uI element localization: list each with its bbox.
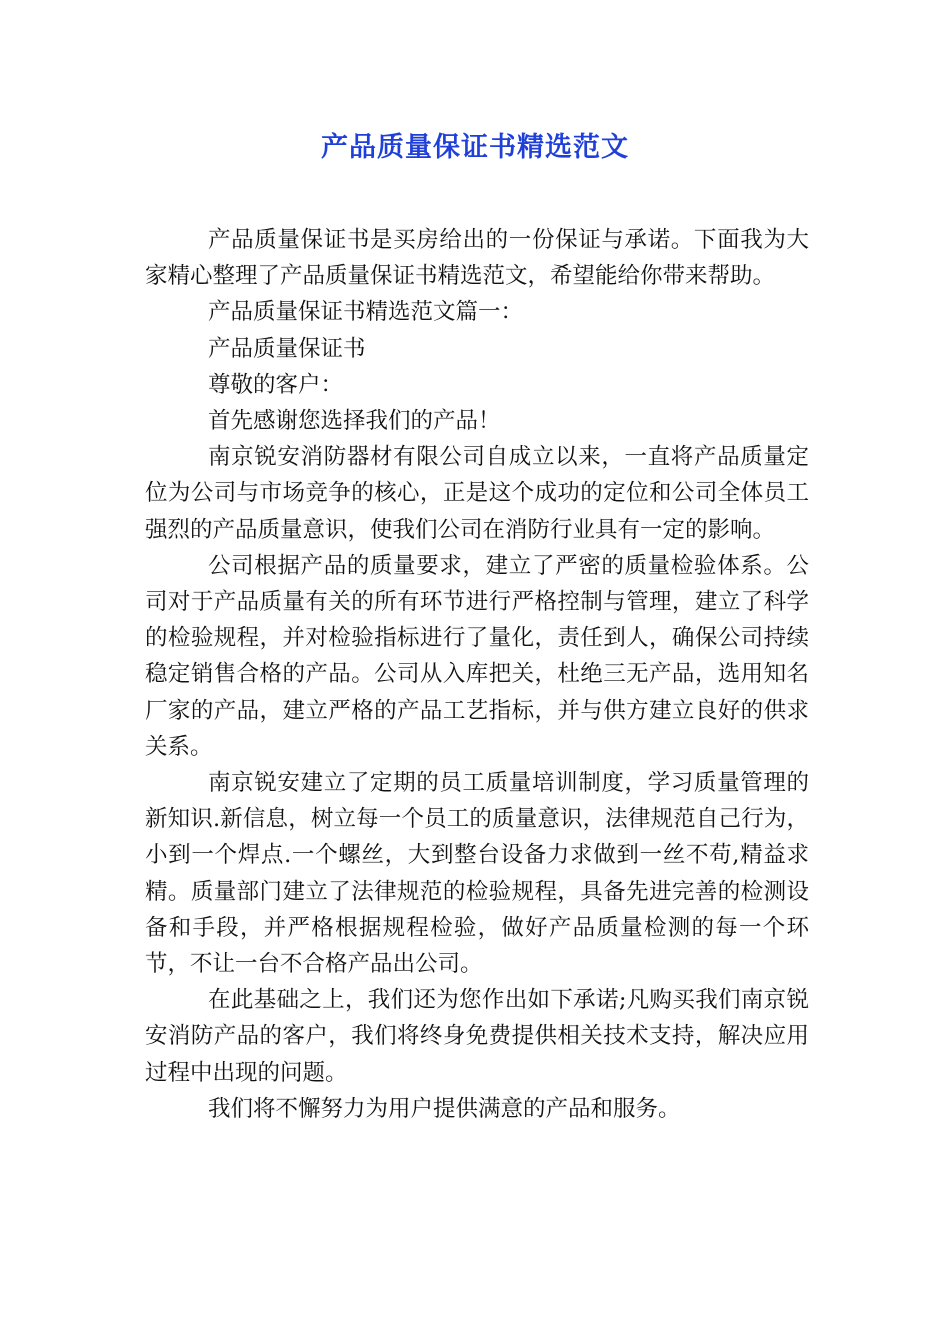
paragraph-commitment: 在此基础之上，我们还为您作出如下承诺;凡购买我们南京锐安消防产品的客户，我们将终身免费提供相关技术支持，解决应用过程中出现的问题。 bbox=[145, 987, 809, 1086]
paragraph-salutation: 尊敬的客户： bbox=[208, 371, 344, 398]
paragraph-closing: 我们将不懈努力为用户提供满意的产品和服务。 bbox=[208, 1095, 681, 1122]
document-title: 产品质量保证书精选范文 bbox=[321, 132, 629, 163]
paragraph-quality-system: 公司根据产品的质量要求，建立了严密的质量检验体系。公司对于产品质量有关的所有环节进行严格控制与管理，建立了科学的检验规程，并对检验指标进行了量化，责任到人，确保公司持续稳定销售合格的产品。公司从入库把关，杜绝三无产品，选用知名厂家的产品，建立严格的产品工艺指标，并与供方建立良好的供求关系。 bbox=[145, 552, 809, 760]
document-body bbox=[145, 222, 809, 1127]
paragraph-thanks: 首先感谢您选择我们的产品！ bbox=[208, 408, 501, 435]
paragraph-company-intro: 南京锐安消防器材有限公司自成立以来，一直将产品质量定位为公司与市场竞争的核心，正是这个成功的定位和公司全体员工强烈的产品质量意识，使我们公司在消防行业具有一定的影响。 bbox=[145, 444, 809, 543]
paragraph-certificate-title: 产品质量保证书 bbox=[208, 335, 366, 362]
paragraph-training: 南京锐安建立了定期的员工质量培训制度，学习质量管理的新知识.新信息，树立每一个员工的质量意识，法律规范自己行为，小到一个焊点.一个螺丝，大到整台设备力求做到一丝不苟,精益求精。质量部门建立了法律规范的检验规程，具备先进完善的检测设备和手段，并严格根据规程检验，做好产品质量检测的每一个环节，不让一台不合格产品出公司。 bbox=[145, 770, 809, 978]
paragraph-intro: 产品质量保证书是买房给出的一份保证与承诺。下面我为大家精心整理了产品质量保证书精选范文，希望能给你带来帮助。 bbox=[145, 227, 809, 290]
paragraph-section-heading: 产品质量保证书精选范文篇一： bbox=[208, 299, 524, 326]
